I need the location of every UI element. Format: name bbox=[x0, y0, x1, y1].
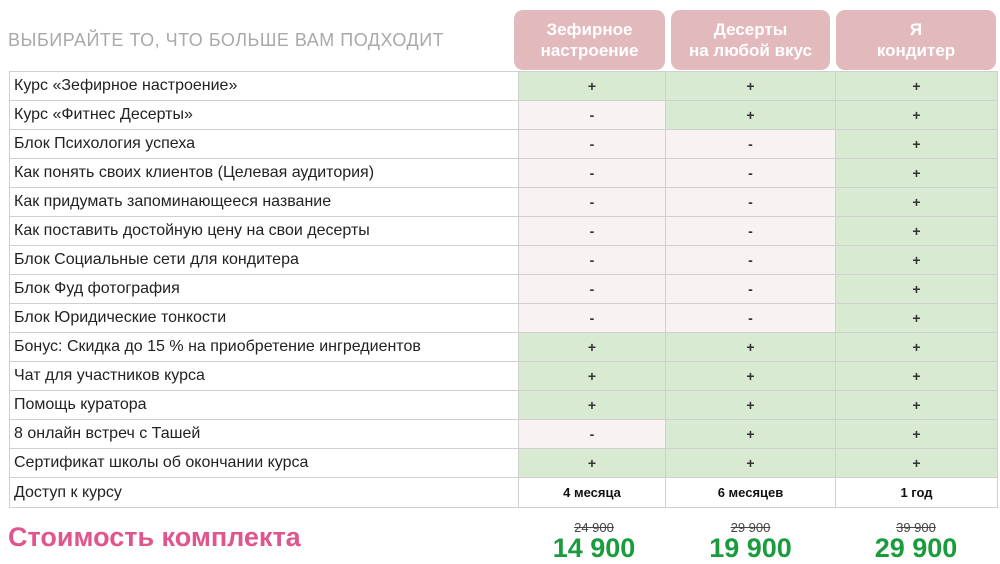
access-plan-2: 6 месяцев bbox=[666, 478, 836, 508]
cell-plan-3: + bbox=[836, 246, 998, 275]
access-plan-3: 1 год bbox=[836, 478, 998, 508]
cell-plan-1: + bbox=[519, 333, 666, 362]
cell-plan-1: - bbox=[519, 304, 666, 333]
cell-plan-3: + bbox=[836, 333, 998, 362]
old-price: 24 900 bbox=[574, 520, 614, 535]
row-label: Помощь куратора bbox=[10, 391, 519, 420]
row-label: Бонус: Скидка до 15 % на приобретение ингредиентов bbox=[10, 333, 519, 362]
cell-plan-1: + bbox=[519, 362, 666, 391]
row-label: Курс «Фитнес Десерты» bbox=[10, 101, 519, 130]
cell-plan-3: + bbox=[836, 275, 998, 304]
plan-header-line2: на любой вкус bbox=[688, 41, 813, 60]
cell-plan-1: - bbox=[519, 130, 666, 159]
cell-plan-2: + bbox=[666, 362, 836, 391]
row-label: Блок Социальные сети для кондитера bbox=[10, 246, 519, 275]
row-label: Как придумать запоминающееся название bbox=[10, 188, 519, 217]
cost-label: Стоимость комплекта bbox=[8, 522, 301, 552]
row-label: 8 онлайн встреч с Ташей bbox=[10, 420, 519, 449]
cell-plan-1: - bbox=[519, 217, 666, 246]
cell-plan-1: - bbox=[519, 101, 666, 130]
plan-header-line2: кондитер bbox=[876, 41, 956, 60]
cell-plan-3: + bbox=[836, 72, 998, 101]
page-heading: ВЫБИРАЙТЕ ТО, ЧТО БОЛЬШЕ ВАМ ПОДХОДИТ bbox=[8, 30, 445, 50]
cell-plan-3: + bbox=[836, 188, 998, 217]
cell-plan-2: + bbox=[666, 72, 836, 101]
cell-plan-1: + bbox=[519, 449, 666, 478]
cell-plan-2: + bbox=[666, 420, 836, 449]
cell-plan-2: + bbox=[666, 101, 836, 130]
cell-plan-2: - bbox=[666, 159, 836, 188]
row-label: Блок Психология успеха bbox=[10, 130, 519, 159]
access-plan-1: 4 месяца bbox=[519, 478, 666, 508]
old-price: 39 900 bbox=[896, 520, 936, 535]
new-price: 19 900 bbox=[709, 533, 792, 563]
row-label: Как поставить достойную цену на свои десерты bbox=[10, 217, 519, 246]
cell-plan-3: + bbox=[836, 101, 998, 130]
row-label: Как понять своих клиентов (Целевая аудитория) bbox=[10, 159, 519, 188]
cell-plan-2: + bbox=[666, 449, 836, 478]
cell-plan-1: - bbox=[519, 188, 666, 217]
access-label: Доступ к курсу bbox=[10, 478, 519, 508]
cell-plan-2: + bbox=[666, 333, 836, 362]
row-label: Блок Юридические тонкости bbox=[10, 304, 519, 333]
cell-plan-3: + bbox=[836, 217, 998, 246]
row-label: Чат для участников курса bbox=[10, 362, 519, 391]
cell-plan-3: + bbox=[836, 304, 998, 333]
cell-plan-1: - bbox=[519, 159, 666, 188]
cell-plan-2: - bbox=[666, 217, 836, 246]
plan-header-line1: Я bbox=[909, 20, 923, 39]
cell-plan-3: + bbox=[836, 130, 998, 159]
plan-header-line2: настроение bbox=[540, 41, 639, 60]
price-konditer bbox=[836, 0, 996, 563]
plan-header-line1: Зефирное bbox=[546, 20, 633, 39]
new-price: 14 900 bbox=[552, 533, 636, 563]
price-deserty bbox=[671, 0, 830, 563]
cell-plan-2: - bbox=[666, 188, 836, 217]
new-price: 29 900 bbox=[874, 533, 958, 563]
cell-plan-2: + bbox=[666, 391, 836, 420]
old-price: 29 900 bbox=[730, 520, 771, 535]
cell-plan-2: - bbox=[666, 130, 836, 159]
row-label: Курс «Зефирное настроение» bbox=[10, 72, 519, 101]
cell-plan-1: + bbox=[519, 72, 666, 101]
cell-plan-2: - bbox=[666, 246, 836, 275]
cell-plan-1: + bbox=[519, 391, 666, 420]
row-label: Блок Фуд фотография bbox=[10, 275, 519, 304]
cell-plan-3: + bbox=[836, 159, 998, 188]
cell-plan-3: + bbox=[836, 362, 998, 391]
cell-plan-3: + bbox=[836, 449, 998, 478]
cell-plan-1: - bbox=[519, 246, 666, 275]
cell-plan-2: - bbox=[666, 275, 836, 304]
cell-plan-1: - bbox=[519, 420, 666, 449]
plan-header-line1: Десерты bbox=[713, 20, 788, 39]
cell-plan-1: - bbox=[519, 275, 666, 304]
row-label: Сертификат школы об окончании курса bbox=[10, 449, 519, 478]
price-zefir bbox=[514, 0, 674, 563]
cell-plan-3: + bbox=[836, 420, 998, 449]
cell-plan-2: - bbox=[666, 304, 836, 333]
cell-plan-3: + bbox=[836, 391, 998, 420]
